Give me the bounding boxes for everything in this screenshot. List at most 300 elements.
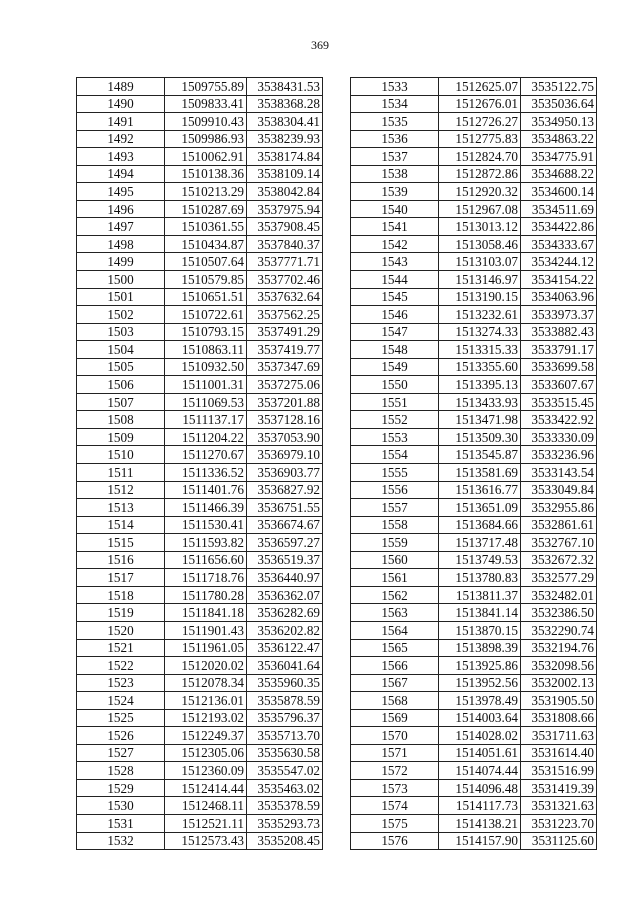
point-number-cell: 1527 [77,744,165,762]
x-coordinate-cell: 1513146.97 [439,271,521,289]
table-row [351,481,597,499]
table-row [351,130,597,148]
coordinate-table-right [350,77,597,850]
x-coordinate-cell: 1512078.34 [165,674,247,692]
x-coordinate-cell: 1512573.43 [165,832,247,850]
x-coordinate-cell: 1514138.21 [439,814,521,832]
point-number-cell: 1542 [351,235,439,253]
point-number-cell: 1493 [77,148,165,166]
table-row [77,376,323,394]
x-coordinate-cell: 1513952.56 [439,674,521,692]
y-coordinate-cell: 3534154.22 [521,271,597,289]
x-coordinate-cell: 1513232.61 [439,306,521,324]
table-row [351,586,597,604]
point-number-cell: 1514 [77,516,165,534]
table-row [351,621,597,639]
table-row [77,78,323,96]
table-row [77,323,323,341]
table-row [351,358,597,376]
point-number-cell: 1520 [77,621,165,639]
y-coordinate-cell: 3536979.10 [247,446,323,464]
table-row [351,814,597,832]
point-number-cell: 1556 [351,481,439,499]
table-row [351,393,597,411]
point-number-cell: 1560 [351,551,439,569]
y-coordinate-cell: 3535713.70 [247,727,323,745]
table-row [351,674,597,692]
point-number-cell: 1495 [77,183,165,201]
y-coordinate-cell: 3532002.13 [521,674,597,692]
y-coordinate-cell: 3533049.84 [521,481,597,499]
table-row [351,306,597,324]
table-row [77,218,323,236]
y-coordinate-cell: 3536903.77 [247,464,323,482]
table-row [77,534,323,552]
table-row [77,428,323,446]
table-row [351,376,597,394]
x-coordinate-cell: 1511530.41 [165,516,247,534]
x-coordinate-cell: 1512920.32 [439,183,521,201]
table-row [351,797,597,815]
point-number-cell: 1565 [351,639,439,657]
y-coordinate-cell: 3537491.29 [247,323,323,341]
x-coordinate-cell: 1514096.48 [439,779,521,797]
x-coordinate-cell: 1511901.43 [165,621,247,639]
y-coordinate-cell: 3538368.28 [247,95,323,113]
y-coordinate-cell: 3531516.99 [521,762,597,780]
point-number-cell: 1519 [77,604,165,622]
x-coordinate-cell: 1511204.22 [165,428,247,446]
x-coordinate-cell: 1509986.93 [165,130,247,148]
x-coordinate-cell: 1513749.53 [439,551,521,569]
table-row [351,253,597,271]
y-coordinate-cell: 3534333.67 [521,235,597,253]
table-row [77,569,323,587]
table-row [351,218,597,236]
point-number-cell: 1508 [77,411,165,429]
point-number-cell: 1515 [77,534,165,552]
x-coordinate-cell: 1513841.14 [439,604,521,622]
y-coordinate-cell: 3537128.16 [247,411,323,429]
y-coordinate-cell: 3534063.96 [521,288,597,306]
x-coordinate-cell: 1513545.87 [439,446,521,464]
y-coordinate-cell: 3531808.66 [521,709,597,727]
point-number-cell: 1551 [351,393,439,411]
y-coordinate-cell: 3531419.39 [521,779,597,797]
y-coordinate-cell: 3538304.41 [247,113,323,131]
table-row [351,692,597,710]
point-number-cell: 1511 [77,464,165,482]
point-number-cell: 1537 [351,148,439,166]
x-coordinate-cell: 1511001.31 [165,376,247,394]
table-row [351,446,597,464]
table-row [351,499,597,517]
table-row [351,569,597,587]
x-coordinate-cell: 1511718.76 [165,569,247,587]
y-coordinate-cell: 3534863.22 [521,130,597,148]
point-number-cell: 1545 [351,288,439,306]
x-coordinate-cell: 1510361.55 [165,218,247,236]
table-row [351,271,597,289]
y-coordinate-cell: 3533882.43 [521,323,597,341]
x-coordinate-cell: 1512824.70 [439,148,521,166]
point-number-cell: 1559 [351,534,439,552]
x-coordinate-cell: 1511780.28 [165,586,247,604]
x-coordinate-cell: 1513103.07 [439,253,521,271]
x-coordinate-cell: 1512967.08 [439,200,521,218]
table-row [77,130,323,148]
table-row [351,341,597,359]
y-coordinate-cell: 3537053.90 [247,428,323,446]
y-coordinate-cell: 3535293.73 [247,814,323,832]
point-number-cell: 1533 [351,78,439,96]
table-row [77,200,323,218]
x-coordinate-cell: 1513190.15 [439,288,521,306]
point-number-cell: 1575 [351,814,439,832]
y-coordinate-cell: 3536827.92 [247,481,323,499]
table-row [351,657,597,675]
y-coordinate-cell: 3536674.67 [247,516,323,534]
x-coordinate-cell: 1513395.13 [439,376,521,394]
x-coordinate-cell: 1511841.18 [165,604,247,622]
table-row [77,604,323,622]
y-coordinate-cell: 3537632.64 [247,288,323,306]
point-number-cell: 1506 [77,376,165,394]
x-coordinate-cell: 1510434.87 [165,235,247,253]
y-coordinate-cell: 3533791.17 [521,341,597,359]
point-number-cell: 1526 [77,727,165,745]
x-coordinate-cell: 1512305.06 [165,744,247,762]
point-number-cell: 1543 [351,253,439,271]
x-coordinate-cell: 1509910.43 [165,113,247,131]
table-row [77,148,323,166]
x-coordinate-cell: 1511656.60 [165,551,247,569]
x-coordinate-cell: 1512414.44 [165,779,247,797]
y-coordinate-cell: 3532290.74 [521,621,597,639]
point-number-cell: 1555 [351,464,439,482]
x-coordinate-cell: 1511466.39 [165,499,247,517]
table-row [77,271,323,289]
x-coordinate-cell: 1513013.12 [439,218,521,236]
y-coordinate-cell: 3531125.60 [521,832,597,850]
y-coordinate-cell: 3536041.64 [247,657,323,675]
point-number-cell: 1569 [351,709,439,727]
point-number-cell: 1531 [77,814,165,832]
point-number-cell: 1501 [77,288,165,306]
table-row [351,95,597,113]
table-row [77,621,323,639]
y-coordinate-cell: 3534511.69 [521,200,597,218]
table-row [77,165,323,183]
x-coordinate-cell: 1510932.50 [165,358,247,376]
x-coordinate-cell: 1509755.89 [165,78,247,96]
table-row [351,534,597,552]
point-number-cell: 1535 [351,113,439,131]
x-coordinate-cell: 1511593.82 [165,534,247,552]
x-coordinate-cell: 1510579.85 [165,271,247,289]
point-number-cell: 1532 [77,832,165,850]
y-coordinate-cell: 3531614.40 [521,744,597,762]
x-coordinate-cell: 1513471.98 [439,411,521,429]
point-number-cell: 1568 [351,692,439,710]
x-coordinate-cell: 1510138.36 [165,165,247,183]
y-coordinate-cell: 3534775.91 [521,148,597,166]
point-number-cell: 1500 [77,271,165,289]
point-number-cell: 1492 [77,130,165,148]
y-coordinate-cell: 3532861.61 [521,516,597,534]
y-coordinate-cell: 3537908.45 [247,218,323,236]
x-coordinate-cell: 1513651.09 [439,499,521,517]
y-coordinate-cell: 3534600.14 [521,183,597,201]
x-coordinate-cell: 1514117.73 [439,797,521,815]
x-coordinate-cell: 1510863.11 [165,341,247,359]
x-coordinate-cell: 1513870.15 [439,621,521,639]
y-coordinate-cell: 3532767.10 [521,534,597,552]
point-number-cell: 1536 [351,130,439,148]
table-row [351,113,597,131]
y-coordinate-cell: 3536362.07 [247,586,323,604]
point-number-cell: 1503 [77,323,165,341]
point-number-cell: 1541 [351,218,439,236]
y-coordinate-cell: 3537702.46 [247,271,323,289]
x-coordinate-cell: 1513925.86 [439,657,521,675]
table-row [351,516,597,534]
point-number-cell: 1513 [77,499,165,517]
x-coordinate-cell: 1511069.53 [165,393,247,411]
x-coordinate-cell: 1511336.52 [165,464,247,482]
table-row [351,200,597,218]
y-coordinate-cell: 3537840.37 [247,235,323,253]
y-coordinate-cell: 3538174.84 [247,148,323,166]
table-row [77,95,323,113]
x-coordinate-cell: 1511270.67 [165,446,247,464]
y-coordinate-cell: 3538042.84 [247,183,323,201]
x-coordinate-cell: 1510651.51 [165,288,247,306]
x-coordinate-cell: 1509833.41 [165,95,247,113]
x-coordinate-cell: 1512020.02 [165,657,247,675]
y-coordinate-cell: 3533330.09 [521,428,597,446]
x-coordinate-cell: 1513684.66 [439,516,521,534]
table-row [77,657,323,675]
table-row [351,832,597,850]
y-coordinate-cell: 3532482.01 [521,586,597,604]
x-coordinate-cell: 1513581.69 [439,464,521,482]
table-row [351,428,597,446]
table-row [77,744,323,762]
x-coordinate-cell: 1513509.30 [439,428,521,446]
point-number-cell: 1557 [351,499,439,517]
point-number-cell: 1518 [77,586,165,604]
x-coordinate-cell: 1511137.17 [165,411,247,429]
point-number-cell: 1490 [77,95,165,113]
x-coordinate-cell: 1512249.37 [165,727,247,745]
point-number-cell: 1528 [77,762,165,780]
table-row [351,639,597,657]
point-number-cell: 1538 [351,165,439,183]
point-number-cell: 1530 [77,797,165,815]
point-number-cell: 1561 [351,569,439,587]
table-row [351,148,597,166]
y-coordinate-cell: 3536282.69 [247,604,323,622]
x-coordinate-cell: 1511961.05 [165,639,247,657]
x-coordinate-cell: 1512468.11 [165,797,247,815]
y-coordinate-cell: 3535122.75 [521,78,597,96]
page-number: 369 [311,38,329,52]
table-row [77,113,323,131]
x-coordinate-cell: 1510507.64 [165,253,247,271]
point-number-cell: 1522 [77,657,165,675]
x-coordinate-cell: 1513978.49 [439,692,521,710]
point-number-cell: 1516 [77,551,165,569]
y-coordinate-cell: 3535036.64 [521,95,597,113]
y-coordinate-cell: 3533143.54 [521,464,597,482]
x-coordinate-cell: 1512193.02 [165,709,247,727]
y-coordinate-cell: 3534244.12 [521,253,597,271]
table-row [77,586,323,604]
table-row [77,674,323,692]
table-row [351,411,597,429]
x-coordinate-cell: 1513315.33 [439,341,521,359]
y-coordinate-cell: 3532955.86 [521,499,597,517]
y-coordinate-cell: 3532386.50 [521,604,597,622]
point-number-cell: 1499 [77,253,165,271]
table-row [77,446,323,464]
point-number-cell: 1544 [351,271,439,289]
table-row [77,762,323,780]
x-coordinate-cell: 1514003.64 [439,709,521,727]
y-coordinate-cell: 3535796.37 [247,709,323,727]
y-coordinate-cell: 3537419.77 [247,341,323,359]
x-coordinate-cell: 1514028.02 [439,727,521,745]
table-row [351,551,597,569]
y-coordinate-cell: 3535208.45 [247,832,323,850]
point-number-cell: 1505 [77,358,165,376]
y-coordinate-cell: 3537347.69 [247,358,323,376]
x-coordinate-cell: 1514157.90 [439,832,521,850]
x-coordinate-cell: 1513433.93 [439,393,521,411]
y-coordinate-cell: 3537562.25 [247,306,323,324]
table-row [77,464,323,482]
point-number-cell: 1548 [351,341,439,359]
point-number-cell: 1507 [77,393,165,411]
x-coordinate-cell: 1512136.01 [165,692,247,710]
table-row [77,797,323,815]
point-number-cell: 1539 [351,183,439,201]
table-row [351,288,597,306]
x-coordinate-cell: 1512521.11 [165,814,247,832]
table-row [351,464,597,482]
point-number-cell: 1554 [351,446,439,464]
y-coordinate-cell: 3538239.93 [247,130,323,148]
point-number-cell: 1524 [77,692,165,710]
y-coordinate-cell: 3533973.37 [521,306,597,324]
table-row [77,288,323,306]
point-number-cell: 1489 [77,78,165,96]
point-number-cell: 1521 [77,639,165,657]
table-row [77,814,323,832]
point-number-cell: 1576 [351,832,439,850]
point-number-cell: 1574 [351,797,439,815]
table-row [77,709,323,727]
y-coordinate-cell: 3536597.27 [247,534,323,552]
y-coordinate-cell: 3535463.02 [247,779,323,797]
point-number-cell: 1570 [351,727,439,745]
point-number-cell: 1523 [77,674,165,692]
point-number-cell: 1546 [351,306,439,324]
table-row [351,183,597,201]
point-number-cell: 1547 [351,323,439,341]
point-number-cell: 1563 [351,604,439,622]
y-coordinate-cell: 3537771.71 [247,253,323,271]
y-coordinate-cell: 3531223.70 [521,814,597,832]
y-coordinate-cell: 3531711.63 [521,727,597,745]
point-number-cell: 1504 [77,341,165,359]
point-number-cell: 1510 [77,446,165,464]
point-number-cell: 1496 [77,200,165,218]
y-coordinate-cell: 3533607.67 [521,376,597,394]
table-row [351,744,597,762]
y-coordinate-cell: 3538431.53 [247,78,323,96]
point-number-cell: 1498 [77,235,165,253]
y-coordinate-cell: 3534688.22 [521,165,597,183]
y-coordinate-cell: 3537201.88 [247,393,323,411]
y-coordinate-cell: 3536519.37 [247,551,323,569]
y-coordinate-cell: 3537275.06 [247,376,323,394]
table-row [77,358,323,376]
table-row [77,727,323,745]
x-coordinate-cell: 1513780.83 [439,569,521,587]
point-number-cell: 1494 [77,165,165,183]
y-coordinate-cell: 3536751.55 [247,499,323,517]
x-coordinate-cell: 1510793.15 [165,323,247,341]
x-coordinate-cell: 1511401.76 [165,481,247,499]
x-coordinate-cell: 1512625.07 [439,78,521,96]
x-coordinate-cell: 1510287.69 [165,200,247,218]
point-number-cell: 1529 [77,779,165,797]
point-number-cell: 1562 [351,586,439,604]
table-row [77,393,323,411]
table-row [77,779,323,797]
y-coordinate-cell: 3535960.35 [247,674,323,692]
point-number-cell: 1509 [77,428,165,446]
point-number-cell: 1552 [351,411,439,429]
table-row [77,481,323,499]
table-row [77,832,323,850]
y-coordinate-cell: 3535378.59 [247,797,323,815]
table-row [351,165,597,183]
x-coordinate-cell: 1512872.86 [439,165,521,183]
y-coordinate-cell: 3532194.76 [521,639,597,657]
point-number-cell: 1512 [77,481,165,499]
coordinate-table-left [76,77,323,850]
x-coordinate-cell: 1514051.61 [439,744,521,762]
table-row [77,235,323,253]
x-coordinate-cell: 1510062.91 [165,148,247,166]
table-row [77,551,323,569]
table-row [77,692,323,710]
point-number-cell: 1553 [351,428,439,446]
y-coordinate-cell: 3537975.94 [247,200,323,218]
table-row [351,78,597,96]
table-row [77,341,323,359]
table-row [77,306,323,324]
x-coordinate-cell: 1513355.60 [439,358,521,376]
y-coordinate-cell: 3534950.13 [521,113,597,131]
y-coordinate-cell: 3534422.86 [521,218,597,236]
x-coordinate-cell: 1513274.33 [439,323,521,341]
point-number-cell: 1517 [77,569,165,587]
table-row [351,779,597,797]
